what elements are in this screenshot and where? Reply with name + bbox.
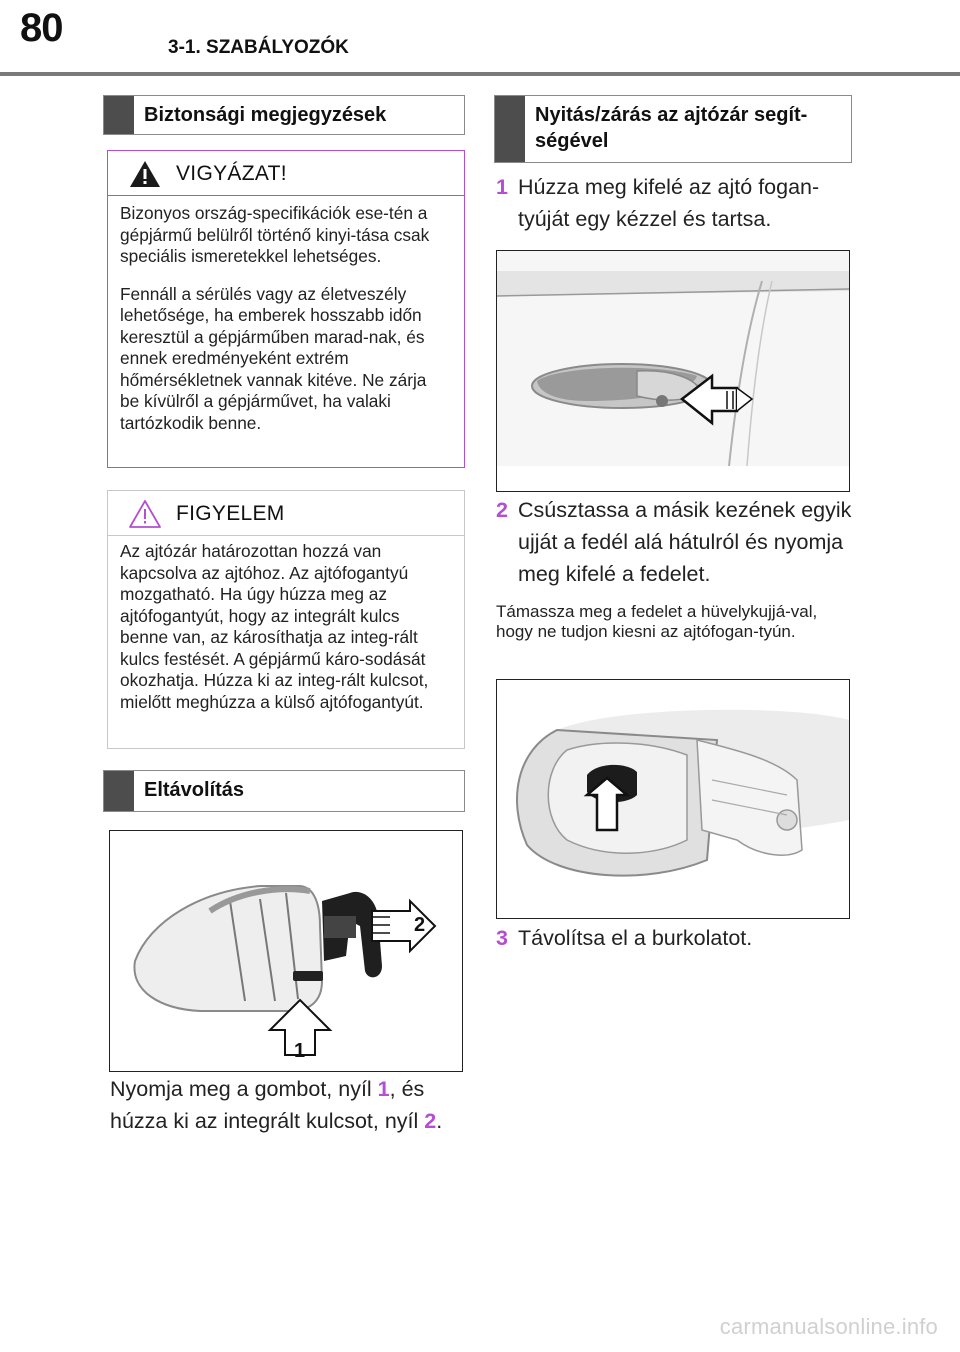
warning-box-head <box>108 151 464 196</box>
caution-box-head <box>108 491 464 536</box>
removal-heading-bar <box>103 770 465 812</box>
warning-body <box>120 203 450 450</box>
figure-arrow-label-2: 2 <box>414 914 426 936</box>
caution-body <box>120 541 450 729</box>
warning-box <box>107 150 465 468</box>
step-number: 3 <box>496 926 508 950</box>
figure-arrow-label-1: 1 <box>294 1040 306 1062</box>
arrow-ref-1: 1 <box>377 1077 390 1101</box>
page-number: 80 <box>20 6 63 50</box>
safety-heading: Biztonsági megjegyzések <box>144 104 387 126</box>
lock-cover-illustration <box>497 680 849 918</box>
cover-removal-figure <box>496 679 850 919</box>
step-text: Húzza meg kifelé az ajtó fogan-tyúját egy kézzel és tartsa. <box>518 175 820 231</box>
heading-tab <box>495 96 525 162</box>
safety-heading-bar <box>103 95 465 135</box>
heading-tab <box>104 771 134 811</box>
instruction-text: . <box>436 1109 443 1133</box>
caution-paragraph: Az ajtózár határozottan hozzá van kapcsolva az ajtóhoz. Az ajtófogantyú mozgatható. Ha úgy húzza meg az ajtófogantyút, hogy az integrált kulcs benne van, az károsíthatja az integ-rált kulcs festését. A gépjármű káro-sodását okozhatja. Húzza ki az integ-rált kulcsot, mielőtt meghúzza a külső ajtófogantyút. <box>120 541 429 712</box>
removal-heading: Eltávolítás <box>144 779 245 801</box>
section-title: 3-1. SZABÁLYOZÓK <box>168 37 349 58</box>
warning-paragraph: Fennáll a sérülés vagy az életveszély lehetősége, ha emberek hosszabb időn keresztül a gépjárműben marad-nak, és ennek eredményeként extrém hőmérsékletnek vannak kitéve. Ne zárja be kívülről a gépjárművet, ha valaki tartózkodik benne. <box>120 283 427 433</box>
step-text: Távolítsa el a burkolatot. <box>518 926 753 950</box>
step-2 <box>496 494 856 590</box>
door-lock-heading-bar <box>494 95 852 163</box>
header-rule <box>0 72 960 76</box>
warning-title: VIGYÁZAT! <box>176 162 287 185</box>
step-number: 2 <box>496 498 508 522</box>
heading-tab <box>104 96 134 134</box>
key-removal-figure <box>109 830 463 1072</box>
removal-instruction <box>110 1073 470 1137</box>
step-1 <box>496 171 856 235</box>
watermark: carmanualsonline.info <box>719 1314 938 1339</box>
warning-paragraph: Bizonyos ország-specifikációk ese-tén a gépjármű belülről történő kinyi-tása csak speciális ismeretekkel lehetséges. <box>120 203 430 266</box>
step-text: Csúsztassa a másik kezének egyik ujját a fedél alá hátulról és nyomja meg kifelé a fedelet. <box>518 498 852 586</box>
instruction-text: , és húzza ki az integrált kulcsot, nyíl <box>110 1077 425 1133</box>
caution-triangle-icon <box>128 499 162 529</box>
door-lock-heading: Nyitás/zárás az ajtózár segít-ségével <box>535 104 808 152</box>
step-3 <box>496 922 856 954</box>
support-note: Támassza meg a fedelet a hüvelykujjá-val, hogy ne tudjon kiesni az ajtófogan-tyún. <box>496 602 818 641</box>
caution-title: FIGYELEM <box>176 502 285 525</box>
step-number: 1 <box>496 175 508 199</box>
instruction-text: Nyomja meg a gombot, nyíl <box>110 1077 378 1101</box>
door-handle-illustration <box>497 251 849 491</box>
caution-box <box>107 490 465 749</box>
key-fob-illustration <box>110 831 462 1071</box>
door-handle-figure <box>496 250 850 492</box>
warning-triangle-icon <box>128 159 162 189</box>
arrow-ref-2: 2 <box>424 1109 437 1133</box>
